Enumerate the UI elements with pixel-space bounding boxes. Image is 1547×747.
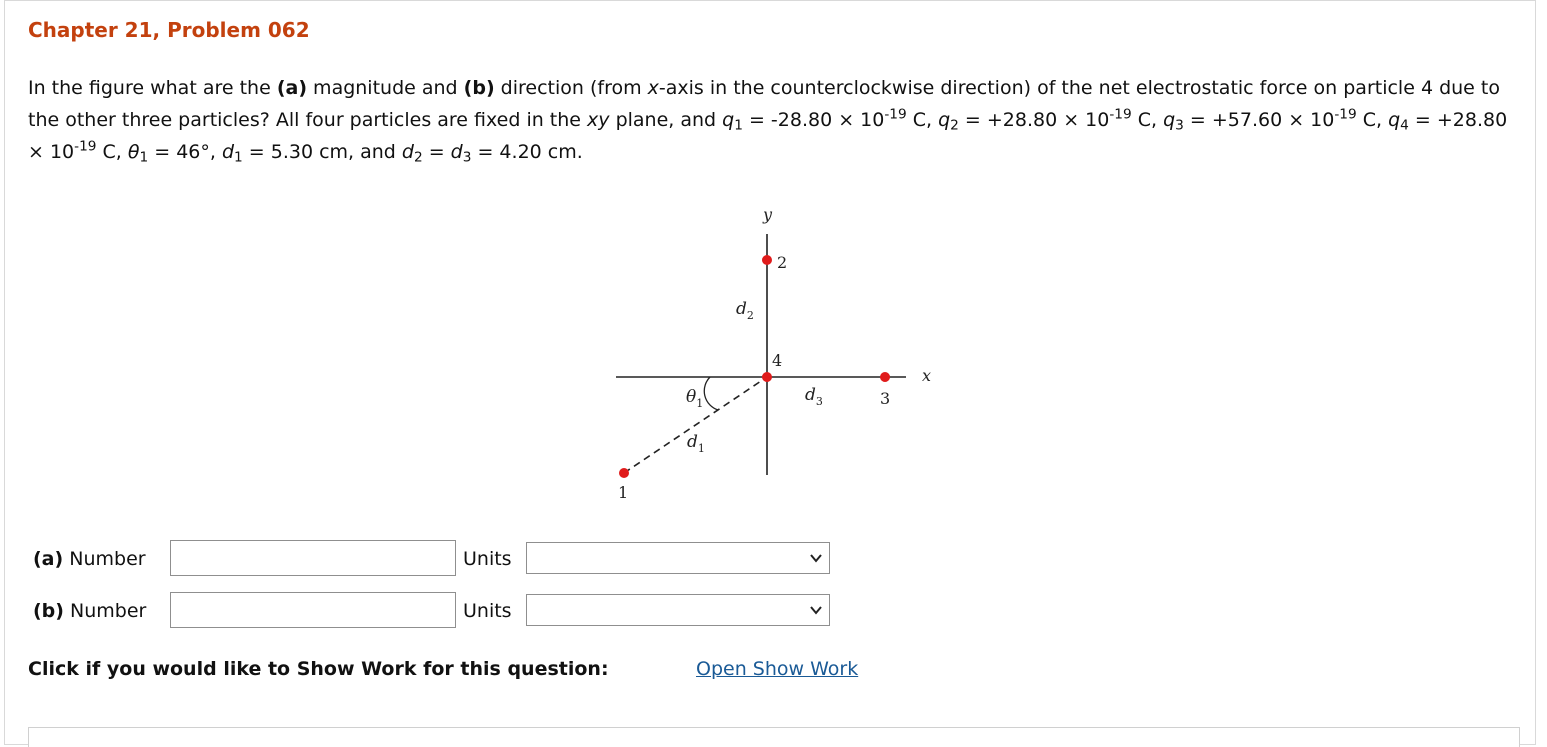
part-a-label: (a) Number xyxy=(33,548,146,570)
d2-label: $d_2$ xyxy=(736,299,754,322)
part-b-units-select[interactable] xyxy=(526,594,830,626)
theta-arc xyxy=(704,377,718,410)
particle-2-label: 2 xyxy=(777,253,788,272)
part-a-units-select[interactable] xyxy=(526,542,830,574)
particle-3-label: 3 xyxy=(880,389,891,408)
part-a-units-label: Units xyxy=(463,548,512,570)
problem-title: Chapter 21, Problem 062 xyxy=(28,18,310,42)
theta1-label: $\theta_1$ xyxy=(686,387,704,410)
x-axis-label: x xyxy=(922,366,932,385)
part-a-number-input[interactable] xyxy=(170,540,456,576)
y-axis-label: y xyxy=(763,205,773,224)
chevron-down-icon xyxy=(809,603,823,617)
show-work-prompt: Click if you would like to Show Work for this question: xyxy=(28,658,609,680)
particle-figure xyxy=(600,200,940,510)
part-b-units-label: Units xyxy=(463,600,512,622)
part-b-number-input[interactable] xyxy=(170,592,456,628)
particle-4 xyxy=(762,372,772,382)
problem-statement: In the figure what are the (a) magnitude and (b) direction (from x-axis in the counterclockwise direction) of the net electrostatic force on particle 4 due to the other three particles? All four particles are fixed in the xy plane, and $q_1 = -28.80 \times 10^{-19}$ C, $q_2 = +28.80 \times 10^{-19}$ C, $q_3 = +57.60 \times 10^{-19}$ C, $q_4 = +28.80 \times 10^{-19}$ C, $\theta_1 = 46^\circ$, $d_1 = 5.30$ cm, and $d_2 = d_3 = 4.20$ cm. xyxy=(28,77,1508,166)
open-show-work-link[interactable]: Open Show Work xyxy=(696,658,859,680)
show-work-area xyxy=(28,727,1520,747)
particle-2 xyxy=(762,255,772,265)
particle-1 xyxy=(619,468,629,478)
particle-1-label: 1 xyxy=(618,483,629,502)
d1-label: $d_1$ xyxy=(687,432,705,455)
particle-3 xyxy=(880,372,890,382)
part-b-label: (b) Number xyxy=(33,600,147,622)
particle-4-label: 4 xyxy=(772,351,783,370)
d3-label: $d_3$ xyxy=(805,385,823,408)
chevron-down-icon xyxy=(809,551,823,565)
